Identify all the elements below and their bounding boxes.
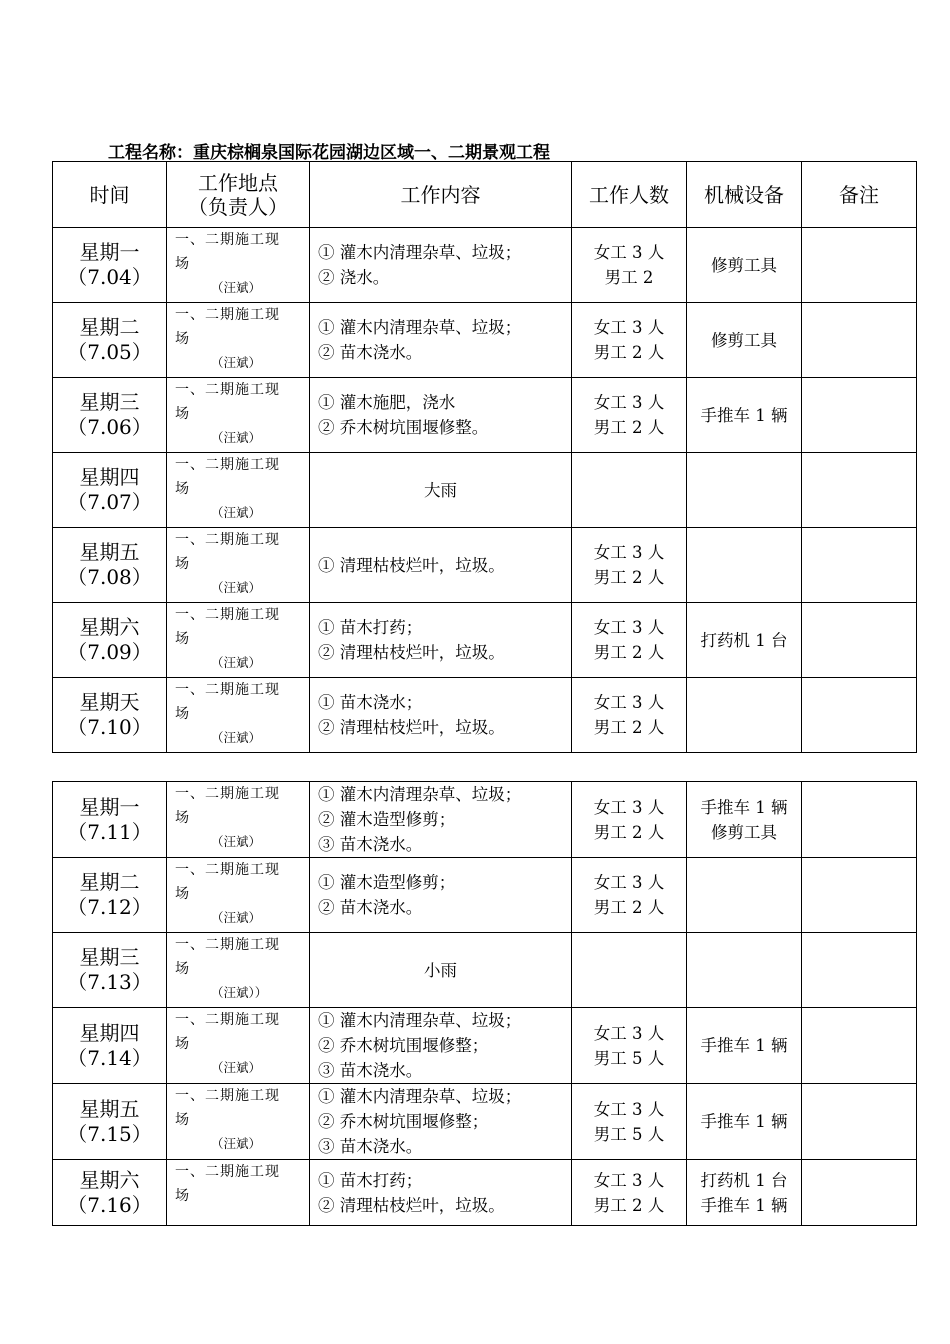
location-line1: 一、二期施工现	[175, 937, 280, 953]
day-cell	[53, 228, 167, 303]
responsible-person: （汪斌）	[211, 355, 262, 370]
worker-count: 男工 2	[604, 268, 654, 287]
equipment-cell	[687, 1160, 802, 1226]
notes-cell	[802, 858, 917, 933]
header-workers: 工作人数	[572, 162, 687, 228]
equipment-item: 打药机 1 台	[700, 630, 788, 650]
worker-count: 男工 2 人	[593, 418, 665, 437]
work-item: ③ 苗木浇水。	[318, 1137, 423, 1156]
notes-cell	[802, 1008, 917, 1084]
workers-cell	[572, 453, 687, 528]
work-content-cell	[310, 228, 572, 303]
work-item: ① 灌木施肥，浇水	[318, 393, 456, 412]
day-cell	[53, 858, 167, 933]
location-line1: 一、二期施工现	[175, 1164, 280, 1180]
table-row	[53, 1084, 917, 1160]
header-location-line2: （负责人）	[188, 194, 288, 219]
location-line2: 场	[175, 631, 189, 647]
work-item: ① 灌木内清理杂草、垃圾；	[318, 243, 522, 262]
work-item: ③ 苗木浇水。	[318, 835, 423, 854]
header-equipment: 机械设备	[687, 162, 802, 228]
day-cell	[53, 782, 167, 858]
equipment-item: 手推车 1 辆	[700, 1195, 788, 1215]
work-item: ② 苗木浇水。	[318, 343, 423, 362]
responsible-person: （汪斌）	[211, 430, 262, 445]
work-content-cell	[310, 933, 572, 1008]
worker-count: 女工 3 人	[593, 318, 665, 337]
location-line1: 一、二期施工现	[175, 1012, 280, 1028]
equipment-cell	[687, 453, 802, 528]
work-content-cell	[310, 603, 572, 678]
day-name: 星期三	[79, 390, 140, 414]
work-item: ① 苗木打药；	[318, 1170, 423, 1190]
location-cell	[167, 303, 310, 378]
work-item: ③ 苗木浇水。	[318, 1061, 423, 1080]
work-item: ① 灌木造型修剪；	[318, 873, 456, 892]
work-content-cell	[310, 303, 572, 378]
location-line2: 场	[175, 706, 189, 722]
day-date: （7.08）	[67, 565, 152, 589]
location-line1: 一、二期施工现	[175, 786, 280, 802]
worker-count: 男工 2 人	[593, 1195, 665, 1215]
workers-cell	[572, 1084, 687, 1160]
location-line2: 场	[175, 1112, 189, 1128]
table-row	[53, 782, 917, 858]
day-name: 星期三	[79, 945, 140, 969]
equipment-cell	[687, 378, 802, 453]
equipment-cell	[687, 933, 802, 1008]
day-cell	[53, 303, 167, 378]
responsible-person: （汪斌））	[211, 985, 268, 1000]
worker-count: 女工 3 人	[593, 1023, 665, 1043]
responsible-person: （汪斌）	[211, 1136, 262, 1151]
day-cell	[53, 1160, 167, 1226]
worker-count: 男工 5 人	[593, 1124, 665, 1144]
day-cell	[53, 933, 167, 1008]
day-cell	[53, 1084, 167, 1160]
day-date: （7.09）	[67, 640, 152, 664]
location-line2: 场	[175, 1188, 189, 1204]
location-line2: 场	[175, 961, 189, 977]
workers-cell	[572, 603, 687, 678]
day-name: 星期四	[79, 465, 140, 489]
location-cell	[167, 1160, 310, 1226]
work-item: ① 苗木浇水；	[318, 693, 423, 712]
location-line2: 场	[175, 331, 189, 347]
equipment-cell	[687, 1084, 802, 1160]
work-item: ② 清理枯枝烂叶，垃圾。	[318, 643, 505, 662]
table-row	[53, 1160, 917, 1226]
equipment-item: 手推车 1 辆	[700, 1112, 788, 1131]
day-cell	[53, 378, 167, 453]
table-row	[53, 303, 917, 378]
location-line1: 一、二期施工现	[175, 682, 280, 698]
work-item: ① 清理枯枝烂叶，垃圾。	[318, 555, 505, 575]
day-name: 星期六	[79, 615, 140, 639]
day-name: 星期四	[79, 1020, 140, 1045]
work-content-cell	[310, 1084, 572, 1160]
notes-cell	[802, 378, 917, 453]
header-location-line1: 工作地点	[198, 170, 278, 195]
location-line1: 一、二期施工现	[175, 232, 280, 248]
table-row	[53, 453, 917, 528]
work-content-cell	[310, 1160, 572, 1226]
worker-count: 男工 2 人	[593, 643, 665, 662]
work-item: ② 清理枯枝烂叶，垃圾。	[318, 1195, 505, 1215]
header-content: 工作内容	[310, 162, 572, 228]
work-item: ② 灌木造型修剪；	[318, 810, 456, 829]
equipment-cell	[687, 603, 802, 678]
weather-note: 小雨	[424, 960, 457, 980]
equipment-item: 修剪工具	[711, 330, 777, 350]
work-item: ① 灌木内清理杂草、垃圾；	[318, 1087, 522, 1106]
notes-cell	[802, 933, 917, 1008]
equipment-cell	[687, 858, 802, 933]
day-name: 星期二	[79, 315, 140, 339]
work-content-cell	[310, 453, 572, 528]
equipment-item: 手推车 1 辆	[700, 405, 788, 425]
location-line2: 场	[175, 886, 189, 902]
location-line1: 一、二期施工现	[175, 532, 280, 548]
day-name: 星期六	[79, 1167, 140, 1192]
worker-count: 男工 5 人	[593, 1048, 665, 1068]
location-line1: 一、二期施工现	[175, 382, 280, 398]
day-date: （7.04）	[67, 265, 152, 289]
schedule-table-week1	[52, 161, 917, 753]
location-cell	[167, 1084, 310, 1160]
notes-cell	[802, 228, 917, 303]
workers-cell	[572, 303, 687, 378]
workers-cell	[572, 228, 687, 303]
equipment-item: 修剪工具	[711, 822, 777, 842]
worker-count: 女工 3 人	[593, 618, 665, 637]
work-content-cell	[310, 378, 572, 453]
day-name: 星期一	[79, 240, 140, 264]
location-line2: 场	[175, 556, 189, 572]
workers-cell	[572, 378, 687, 453]
day-cell	[53, 528, 167, 603]
responsible-person: （汪斌）	[211, 1060, 262, 1075]
day-name: 星期二	[79, 870, 140, 894]
table-row	[53, 1008, 917, 1084]
work-item: ② 乔木树坑围堰修整；	[318, 1112, 489, 1131]
work-item: ② 苗木浇水。	[318, 898, 423, 917]
work-content-cell	[310, 528, 572, 603]
day-date: （7.13）	[67, 970, 152, 994]
worker-count: 女工 3 人	[593, 797, 665, 817]
worker-count: 女工 3 人	[593, 873, 665, 892]
responsible-person: （汪斌）	[211, 910, 262, 925]
header-location	[167, 162, 310, 228]
notes-cell	[802, 1084, 917, 1160]
work-item: ① 灌木内清理杂草、垃圾；	[318, 785, 522, 804]
notes-cell	[802, 528, 917, 603]
location-line1: 一、二期施工现	[175, 862, 280, 878]
worker-count: 男工 2 人	[593, 568, 665, 587]
workers-cell	[572, 1008, 687, 1084]
day-cell	[53, 603, 167, 678]
table-row	[53, 678, 917, 753]
day-cell	[53, 678, 167, 753]
location-cell	[167, 782, 310, 858]
responsible-person: （汪斌）	[211, 834, 262, 849]
location-cell	[167, 528, 310, 603]
worker-count: 男工 2 人	[593, 343, 665, 362]
location-line2: 场	[175, 1036, 189, 1052]
worker-count: 女工 3 人	[593, 1170, 665, 1190]
work-content-cell	[310, 1008, 572, 1084]
week1-rows	[53, 228, 917, 753]
day-cell	[53, 1008, 167, 1084]
location-line1: 一、二期施工现	[175, 1088, 280, 1104]
location-line1: 一、二期施工现	[175, 457, 280, 473]
day-date: （7.06）	[67, 415, 152, 439]
worker-count: 男工 2 人	[593, 898, 665, 917]
day-name: 星期五	[79, 540, 140, 564]
day-date: （7.14）	[67, 1045, 152, 1070]
equipment-item: 修剪工具	[711, 255, 777, 275]
location-line1: 一、二期施工现	[175, 607, 280, 623]
work-item: ② 浇水。	[318, 268, 390, 287]
equipment-item: 打药机 1 台	[700, 1170, 788, 1190]
location-line1: 一、二期施工现	[175, 307, 280, 323]
worker-count: 男工 2 人	[593, 718, 665, 737]
notes-cell	[802, 678, 917, 753]
table-row	[53, 603, 917, 678]
worker-count: 女工 3 人	[593, 693, 665, 712]
workers-cell	[572, 782, 687, 858]
table-row	[53, 228, 917, 303]
notes-cell	[802, 603, 917, 678]
week2-rows	[53, 782, 917, 1226]
day-date: （7.12）	[67, 895, 152, 919]
notes-cell	[802, 1160, 917, 1226]
work-content-cell	[310, 678, 572, 753]
worker-count: 女工 3 人	[593, 243, 665, 262]
equipment-item: 手推车 1 辆	[700, 797, 788, 817]
day-date: （7.10）	[67, 715, 152, 739]
responsible-person: （汪斌）	[211, 655, 262, 670]
schedule-table-week2	[52, 781, 917, 1226]
day-date: （7.11）	[67, 819, 152, 844]
workers-cell	[572, 678, 687, 753]
equipment-cell	[687, 528, 802, 603]
day-name: 星期五	[79, 1096, 140, 1121]
table-row	[53, 528, 917, 603]
location-cell	[167, 603, 310, 678]
workers-cell	[572, 1160, 687, 1226]
table-row	[53, 858, 917, 933]
day-name: 星期一	[79, 794, 140, 819]
worker-count: 女工 3 人	[593, 393, 665, 412]
work-item: ② 乔木树坑围堰修整；	[318, 1036, 489, 1055]
equipment-cell	[687, 303, 802, 378]
day-cell	[53, 453, 167, 528]
location-cell	[167, 228, 310, 303]
workers-cell	[572, 528, 687, 603]
responsible-person: （汪斌）	[211, 730, 262, 745]
location-cell	[167, 453, 310, 528]
day-date: （7.16）	[67, 1192, 152, 1217]
location-cell	[167, 1008, 310, 1084]
header-time: 时间	[53, 162, 167, 228]
work-content-cell	[310, 858, 572, 933]
day-name: 星期天	[79, 690, 140, 714]
notes-cell	[802, 782, 917, 858]
work-item: ② 清理枯枝烂叶，垃圾。	[318, 718, 505, 737]
equipment-cell	[687, 782, 802, 858]
day-date: （7.05）	[67, 340, 152, 364]
notes-cell	[802, 453, 917, 528]
weather-note: 大雨	[424, 480, 457, 500]
location-line2: 场	[175, 810, 189, 826]
header-notes: 备注	[802, 162, 917, 228]
responsible-person: （汪斌）	[211, 505, 262, 520]
table-row	[53, 933, 917, 1008]
location-cell	[167, 678, 310, 753]
work-item: ① 灌木内清理杂草、垃圾；	[318, 1011, 522, 1030]
work-content-cell	[310, 782, 572, 858]
worker-count: 女工 3 人	[593, 1099, 665, 1119]
table-row	[53, 378, 917, 453]
workers-cell	[572, 933, 687, 1008]
location-cell	[167, 858, 310, 933]
worker-count: 女工 3 人	[593, 543, 665, 562]
notes-cell	[802, 303, 917, 378]
worker-count: 男工 2 人	[593, 822, 665, 842]
equipment-cell	[687, 1008, 802, 1084]
day-date: （7.15）	[67, 1121, 152, 1146]
workers-cell	[572, 858, 687, 933]
location-cell	[167, 378, 310, 453]
location-line2: 场	[175, 256, 189, 272]
project-title: 工程名称：重庆棕榈泉国际花园湖边区域一、二期景观工程	[108, 143, 550, 163]
equipment-item: 手推车 1 辆	[700, 1036, 788, 1055]
location-line2: 场	[175, 481, 189, 497]
responsible-person: （汪斌）	[211, 280, 262, 295]
location-line2: 场	[175, 406, 189, 422]
location-cell	[167, 933, 310, 1008]
work-item: ② 乔木树坑围堰修整。	[318, 418, 489, 437]
work-item: ① 灌木内清理杂草、垃圾；	[318, 318, 522, 337]
work-item: ① 苗木打药；	[318, 618, 423, 637]
responsible-person: （汪斌）	[211, 580, 262, 595]
equipment-cell	[687, 228, 802, 303]
day-date: （7.07）	[67, 490, 152, 514]
equipment-cell	[687, 678, 802, 753]
table-header-row	[53, 162, 917, 228]
